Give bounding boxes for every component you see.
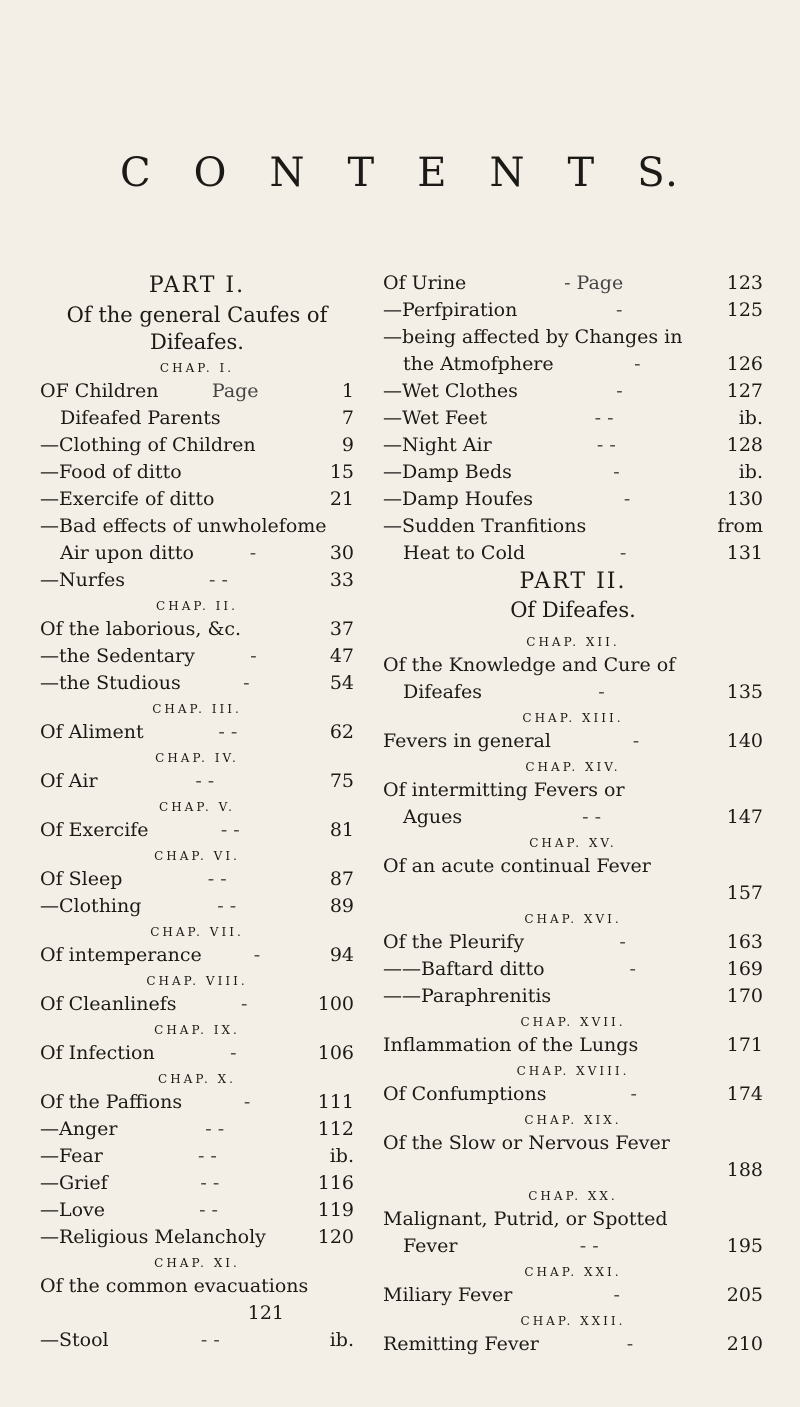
toc-entry: [383, 459, 763, 486]
entry-leader: [551, 983, 721, 1010]
toc-entry: [383, 1282, 763, 1309]
entry-title: OF Children: [40, 380, 159, 402]
entry-page: 169: [726, 958, 763, 980]
entry-title: Difeafes: [403, 681, 482, 703]
entry-title: —Stool: [40, 1329, 109, 1351]
entry-title: Of the laborious, &c.: [40, 618, 242, 640]
toc-entry-text: Of the Knowledge and Cure of: [383, 654, 676, 676]
entry-page: 125: [726, 299, 763, 321]
toc-entry: [40, 643, 354, 670]
entry-page: 106: [317, 1042, 354, 1064]
entry-title: —Sudden Tranfitions: [383, 515, 587, 537]
entry-page: from: [717, 515, 763, 537]
toc-entry: [40, 991, 354, 1018]
chapter-heading: CHAP. IX.: [154, 1023, 240, 1037]
entry-page: ib.: [738, 461, 763, 483]
toc-entry: [383, 513, 763, 540]
entry-leader: -: [619, 542, 627, 564]
entry-leader: -: [616, 380, 623, 402]
toc-entry: [383, 297, 763, 324]
entry-leader: -: [243, 1091, 251, 1113]
entry-page: 111: [317, 1091, 354, 1113]
entry-leader: - -: [195, 770, 215, 792]
toc-entry: [40, 486, 354, 513]
entry-page: 147: [726, 806, 763, 828]
part-title: Of Difeafes.: [510, 598, 636, 622]
entry-leader: - -: [579, 1235, 599, 1257]
toc-entry: [40, 817, 354, 844]
entry-leader: [266, 1224, 312, 1251]
entry-title: Of Sleep: [40, 868, 123, 890]
chapter-heading: CHAP. XXI.: [524, 1265, 622, 1279]
entry-leader: - -: [594, 407, 614, 429]
entry-leader: - -: [207, 868, 227, 890]
entry-title: —Wet Clothes: [383, 380, 518, 402]
toc-entry: [383, 540, 763, 567]
entry-title: —Grief: [40, 1172, 108, 1194]
entry-leader: -: [613, 1284, 620, 1306]
entry-title: Inflammation of the Lungs: [383, 1034, 639, 1056]
part-heading: PART II.: [519, 569, 627, 594]
entry-page: 188: [726, 1159, 763, 1181]
entry-leader: - -: [209, 569, 228, 591]
part-heading: PART I.: [148, 273, 246, 298]
entry-title: —Nurfes: [40, 569, 125, 591]
page-title: [120, 150, 680, 196]
entry-leader: -: [598, 681, 605, 703]
entry-title: Air upon ditto: [60, 542, 194, 564]
entry-page: 94: [329, 944, 354, 966]
toc-entry: [40, 1224, 354, 1251]
entry-leader: - -: [200, 1329, 220, 1351]
entry-leader: -: [613, 461, 620, 483]
right-column: [383, 270, 763, 1358]
toc-entry: [383, 270, 763, 297]
chapter-heading: CHAP. XIII.: [522, 711, 624, 725]
entry-leader: [638, 1032, 721, 1059]
chapter-heading: CHAP. XVIII.: [516, 1064, 630, 1078]
toc-entry: [40, 459, 354, 486]
entry-leader: -: [250, 645, 257, 667]
entry-title: Miliary Fever: [383, 1284, 513, 1306]
entry-page: 131: [726, 542, 763, 564]
title-letter: N: [269, 150, 307, 196]
title-letter: S.: [637, 150, 680, 196]
entry-page: 140: [726, 730, 763, 752]
toc-entry: [40, 670, 354, 697]
toc-entry: [383, 804, 763, 831]
entry-page: 116: [317, 1172, 354, 1194]
entry-title: ——Baftard ditto: [383, 958, 545, 980]
entry-leader: [241, 616, 312, 643]
entry-page: 171: [726, 1034, 763, 1056]
entry-leader: - -: [205, 1118, 225, 1140]
entry-title: —Anger: [40, 1118, 118, 1140]
entry-page: 126: [726, 353, 763, 375]
entry-leader: - Page: [564, 272, 624, 294]
entry-title: —Damp Houfes: [383, 488, 534, 510]
entry-leader: -: [243, 672, 250, 694]
entry-title: Fevers in general: [383, 730, 551, 752]
entry-title: Of Urine: [383, 272, 467, 294]
toc-entry: [383, 1233, 763, 1260]
toc-entry: [40, 378, 354, 405]
chapter-heading: CHAP. V.: [159, 800, 235, 814]
entry-page: 128: [726, 434, 763, 456]
entry-page: 37: [329, 618, 354, 640]
chapter-heading: CHAP. I.: [159, 361, 235, 375]
entry-title: —Fear: [40, 1145, 103, 1167]
toc-entry: [383, 1032, 763, 1059]
entry-leader: -: [241, 993, 248, 1015]
part-title: Of the general Caufes of: [66, 303, 328, 327]
toc-entry: [383, 405, 763, 432]
chapter-heading: CHAP. III.: [152, 702, 242, 716]
toc-entry: [40, 1116, 354, 1143]
entry-leader: [214, 486, 312, 513]
entry-leader: - -: [199, 1199, 218, 1221]
entry-page: 100: [317, 993, 354, 1015]
toc-entry: [40, 1327, 354, 1354]
toc-entry-text: —being affected by Changes in: [383, 326, 683, 348]
entry-leader: [221, 405, 312, 432]
toc-entry-text: Of the Slow or Nervous Fever: [383, 1132, 670, 1154]
entry-title: ——Paraphrenitis: [383, 985, 552, 1007]
entry-leader: - -: [220, 819, 240, 841]
entry-title: Heat to Cold: [403, 542, 526, 564]
entry-title: the Atmofphere: [403, 353, 554, 375]
chapter-heading: CHAP. XII.: [526, 635, 620, 649]
entry-leader: -: [626, 1333, 634, 1355]
entry-leader: [256, 432, 312, 459]
chapter-heading: CHAP. XIX.: [524, 1113, 622, 1127]
toc-entry-text: Of an acute continual Fever: [383, 855, 651, 877]
toc-entry: [383, 728, 763, 755]
entry-page: 170: [726, 985, 763, 1007]
entry-title: —Food of ditto: [40, 461, 182, 483]
part-title: Difeafes.: [150, 330, 244, 354]
entry-leader: -: [619, 931, 626, 953]
entry-leader: -: [253, 944, 261, 966]
chapter-heading: CHAP. XV.: [529, 836, 617, 850]
entry-page: 21: [329, 488, 354, 510]
entry-title: Of the Pleurify: [383, 931, 525, 953]
title-letter: T: [567, 150, 597, 196]
entry-title: Fever: [403, 1235, 458, 1257]
title-letter: E: [417, 150, 449, 196]
entry-title: —Night Air: [383, 434, 492, 456]
entry-page: 89: [329, 895, 354, 917]
toc-entry-text: —Bad effects of unwholefome: [40, 515, 327, 537]
entry-page: 195: [726, 1235, 763, 1257]
entry-leader: - -: [218, 721, 238, 743]
toc-entry: [40, 432, 354, 459]
entry-page: ib.: [329, 1145, 354, 1167]
entry-title: Of Air: [40, 770, 98, 792]
entry-leader: -: [615, 299, 623, 321]
toc-entry: [40, 1089, 354, 1116]
toc-entry: [40, 866, 354, 893]
toc-entry: [40, 405, 354, 432]
entry-page: 7: [341, 407, 354, 429]
entry-leader: -: [632, 730, 640, 752]
entry-leader: - -: [217, 895, 237, 917]
chapter-heading: CHAP. X.: [158, 1072, 236, 1086]
chapter-heading: CHAP. XX.: [528, 1189, 618, 1203]
entry-title: —Wet Feet: [383, 407, 488, 429]
toc-entry: [40, 1143, 354, 1170]
chapter-heading: CHAP. XVII.: [520, 1015, 626, 1029]
toc-entry: [40, 1197, 354, 1224]
entry-leader: [586, 513, 717, 540]
entry-page: 174: [726, 1083, 763, 1105]
entry-title: Of the Paffions: [40, 1091, 183, 1113]
chapter-heading: CHAP. VII.: [150, 925, 244, 939]
entry-leader: -: [230, 1042, 237, 1064]
chapter-heading: CHAP. VI.: [154, 849, 240, 863]
entry-title: Of Confumptions: [383, 1083, 547, 1105]
chapter-heading: CHAP. XI.: [154, 1256, 240, 1270]
toc-entry: [40, 719, 354, 746]
entry-leader: [182, 459, 312, 486]
entry-page: 75: [329, 770, 354, 792]
title-letter: C: [120, 150, 153, 196]
entry-title: —the Sedentary: [40, 645, 195, 667]
chapter-heading: CHAP. IV.: [155, 751, 239, 765]
entry-page: 87: [329, 868, 354, 890]
toc-entry: [40, 567, 354, 594]
toc-entry: [383, 351, 763, 378]
entry-page: 205: [726, 1284, 763, 1306]
entry-page: 130: [726, 488, 763, 510]
entry-page: 54: [329, 672, 354, 694]
title-letter: T: [347, 150, 377, 196]
entry-title: —Religious Melancholy: [40, 1226, 266, 1248]
toc-entry: [383, 679, 763, 706]
toc-entry: [40, 768, 354, 795]
entry-title: —Love: [40, 1199, 106, 1221]
toc-entry: [383, 983, 763, 1010]
entry-page: 121: [247, 1302, 284, 1324]
toc-entry: [383, 956, 763, 983]
toc-entry: [40, 1040, 354, 1067]
toc-entry: [383, 1331, 763, 1358]
toc-entry: [40, 893, 354, 920]
entry-leader: - -: [582, 806, 601, 828]
entry-page: 163: [726, 931, 763, 953]
entry-title: —Clothing of Children: [40, 434, 256, 456]
chapter-heading: CHAP. XXII.: [520, 1314, 626, 1328]
entry-page: 30: [329, 542, 354, 564]
entry-title: —Clothing: [40, 895, 142, 917]
entry-leader: -: [249, 542, 257, 564]
entry-page: 123: [726, 272, 763, 294]
left-column: [40, 270, 354, 1354]
toc-entry-text: Of intermitting Fevers or: [383, 779, 625, 801]
toc-entry: [383, 378, 763, 405]
chapter-heading: CHAP. VIII.: [146, 974, 248, 988]
entry-leader: -: [629, 958, 636, 980]
entry-leader: - -: [596, 434, 616, 456]
entry-title: —Exercife of ditto: [40, 488, 215, 510]
entry-page: 47: [329, 645, 354, 667]
entry-page: 210: [726, 1333, 763, 1355]
toc-entry: [40, 942, 354, 969]
chapter-heading: CHAP. II.: [156, 599, 238, 613]
entry-title: Of intemperance: [40, 944, 202, 966]
entry-title: —Perfpiration: [383, 299, 518, 321]
title-letter: O: [193, 150, 229, 196]
entry-leader: -: [634, 353, 641, 375]
toc-entry-text: Of the common evacuations: [40, 1275, 309, 1297]
entry-page: 33: [329, 569, 354, 591]
entry-page: 112: [317, 1118, 354, 1140]
entry-page: 120: [317, 1226, 354, 1248]
entry-leader: - -: [200, 1172, 220, 1194]
entry-page: 127: [726, 380, 763, 402]
chapter-heading: CHAP. XVI.: [524, 912, 622, 926]
entry-title: Of Aliment: [40, 721, 144, 743]
entry-title: Remitting Fever: [383, 1333, 539, 1355]
chapter-heading: CHAP. XIV.: [525, 760, 621, 774]
entry-page: 135: [726, 681, 763, 703]
toc-entry: [40, 1170, 354, 1197]
entry-leader: -: [630, 1083, 637, 1105]
entry-page: ib.: [329, 1329, 354, 1351]
entry-title: Of Exercife: [40, 819, 149, 841]
entry-leader: - -: [197, 1145, 217, 1167]
entry-title: Of Cleanlinefs: [40, 993, 177, 1015]
toc-entry: [383, 432, 763, 459]
entry-title: —Damp Beds: [383, 461, 512, 483]
entry-page: 62: [329, 721, 354, 743]
entry-page: 157: [726, 882, 763, 904]
entry-page: 81: [329, 819, 354, 841]
toc-entry: [383, 486, 763, 513]
toc-entry-text: Malignant, Putrid, or Spotted: [383, 1208, 668, 1230]
toc-entry: [383, 929, 763, 956]
entry-page: 1: [341, 380, 354, 402]
title-letter: N: [489, 150, 527, 196]
toc-entry: [40, 540, 354, 567]
entry-page: ib.: [738, 407, 763, 429]
toc-entry: [40, 616, 354, 643]
entry-page: 9: [341, 434, 354, 456]
entry-page: 15: [329, 461, 354, 483]
toc-entry: [383, 1081, 763, 1108]
entry-leader: -: [623, 488, 631, 510]
entry-page: 119: [317, 1199, 354, 1221]
entry-title: Agues: [403, 806, 463, 828]
entry-title: —the Studious: [40, 672, 181, 694]
entry-leader: Page: [211, 380, 259, 402]
entry-title: Of Infection: [40, 1042, 155, 1064]
entry-title: Difeafed Parents: [60, 407, 221, 429]
